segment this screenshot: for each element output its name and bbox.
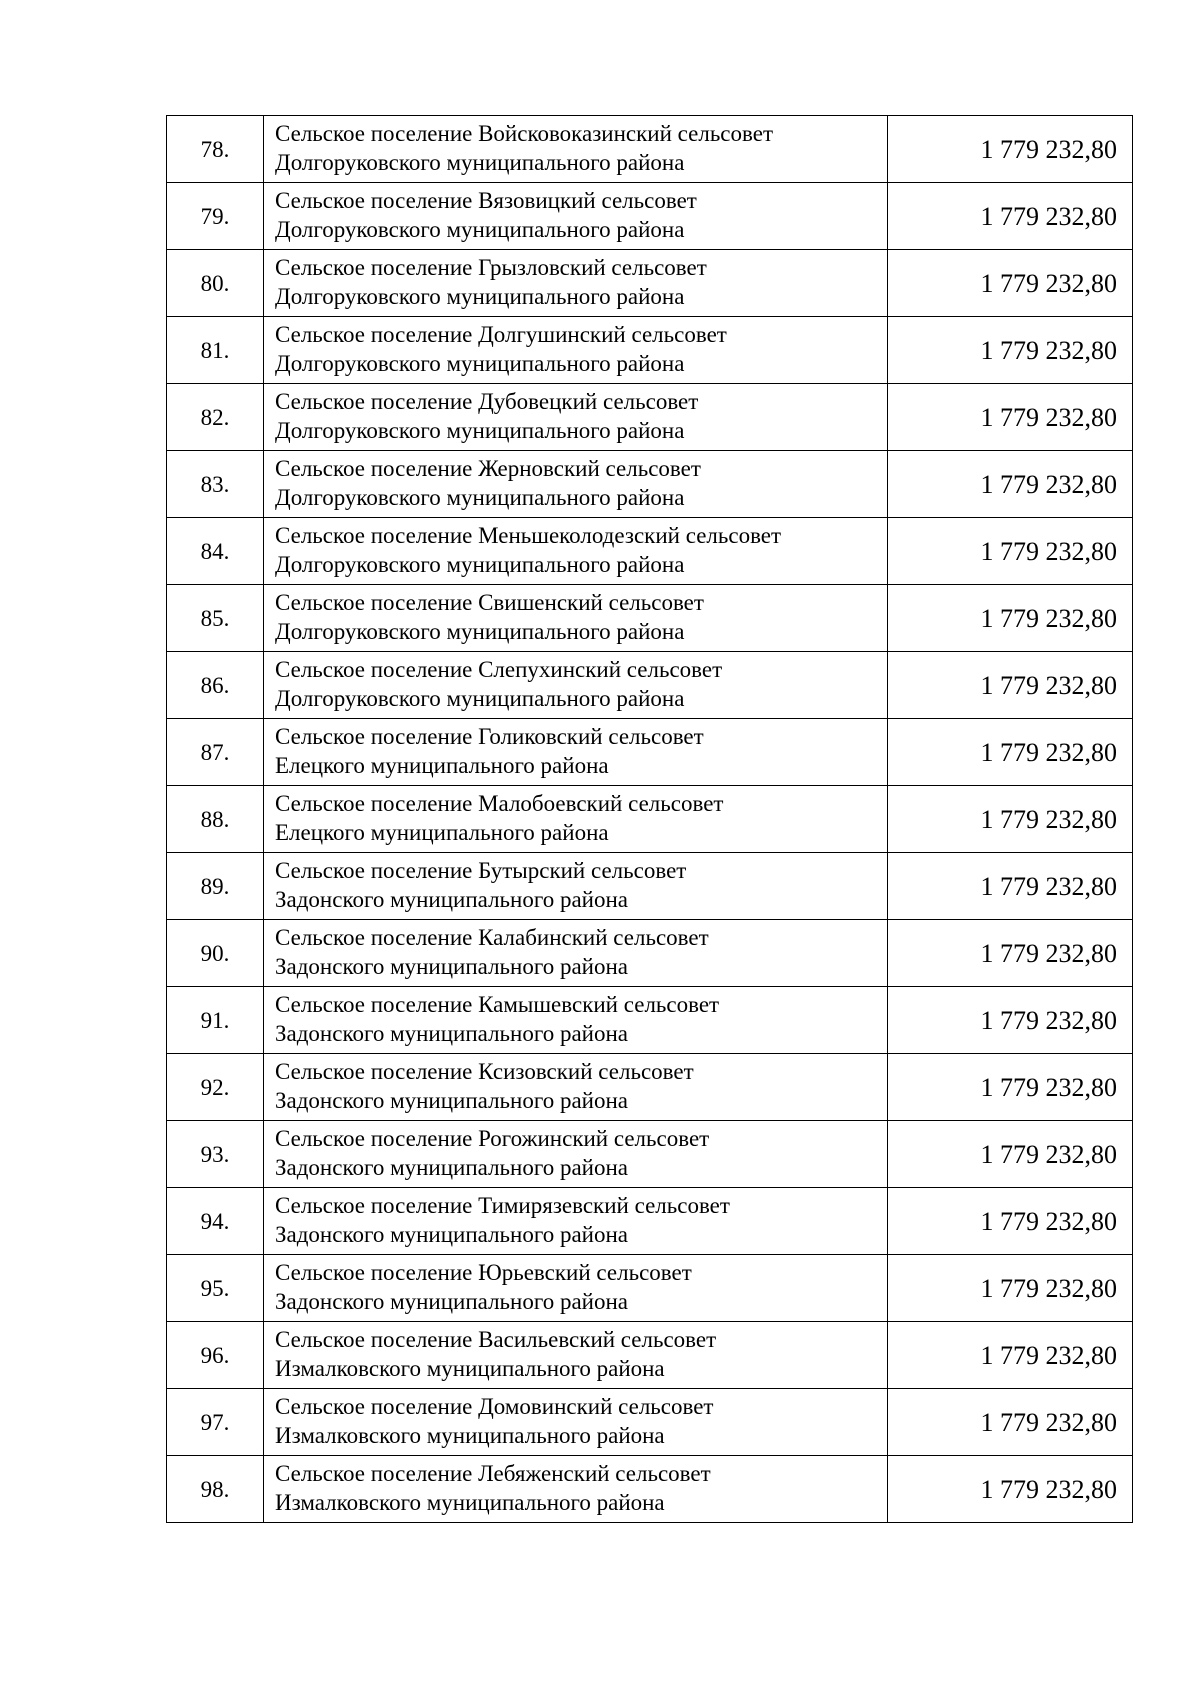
settlement-name: Сельское поселение Камышевский сельсовет xyxy=(275,992,720,1017)
row-number: 91. xyxy=(167,987,264,1054)
district-name: Елецкого муниципального района xyxy=(275,820,609,845)
settlement-name-cell xyxy=(264,1054,888,1121)
amount-value: 1 779 232,80 xyxy=(888,1255,1133,1322)
settlement-name: Сельское поселение Грызловский сельсовет xyxy=(275,255,707,280)
settlement-name: Сельское поселение Меньшеколодезский сельсовет xyxy=(275,523,782,548)
allocation-table xyxy=(166,115,1133,1523)
district-name: Долгоруковского муниципального района xyxy=(275,150,685,175)
settlement-name-cell xyxy=(264,1322,888,1389)
table-row xyxy=(167,1121,1133,1188)
table-row xyxy=(167,920,1133,987)
settlement-name: Сельское поселение Дубовецкий сельсовет xyxy=(275,389,699,414)
district-name: Измалковского муниципального района xyxy=(275,1490,665,1515)
settlement-name: Сельское поселение Рогожинский сельсовет xyxy=(275,1126,710,1151)
district-name: Задонского муниципального района xyxy=(275,1222,628,1247)
settlement-name-cell xyxy=(264,920,888,987)
settlement-name: Сельское поселение Малобоевский сельсовет xyxy=(275,791,724,816)
settlement-name-cell xyxy=(264,116,888,183)
settlement-name: Сельское поселение Свишенский сельсовет xyxy=(275,590,704,615)
settlement-name: Сельское поселение Вязовицкий сельсовет xyxy=(275,188,697,213)
district-name: Долгоруковского муниципального района xyxy=(275,485,685,510)
row-number: 92. xyxy=(167,1054,264,1121)
settlement-name-cell xyxy=(264,1456,888,1523)
amount-value: 1 779 232,80 xyxy=(888,451,1133,518)
settlement-name-cell xyxy=(264,384,888,451)
table-body xyxy=(167,116,1133,1523)
settlement-name: Сельское поселение Жерновский сельсовет xyxy=(275,456,701,481)
amount-value: 1 779 232,80 xyxy=(888,920,1133,987)
row-number: 98. xyxy=(167,1456,264,1523)
settlement-name: Сельское поселение Бутырский сельсовет xyxy=(275,858,687,883)
row-number: 83. xyxy=(167,451,264,518)
table-row xyxy=(167,786,1133,853)
district-name: Задонского муниципального района xyxy=(275,1021,628,1046)
settlement-name: Сельское поселение Ксизовский сельсовет xyxy=(275,1059,694,1084)
district-name: Елецкого муниципального района xyxy=(275,753,609,778)
amount-value: 1 779 232,80 xyxy=(888,1054,1133,1121)
amount-value: 1 779 232,80 xyxy=(888,518,1133,585)
row-number: 96. xyxy=(167,1322,264,1389)
settlement-name: Сельское поселение Слепухинский сельсовет xyxy=(275,657,723,682)
district-name: Задонского муниципального района xyxy=(275,887,628,912)
row-number: 82. xyxy=(167,384,264,451)
amount-value: 1 779 232,80 xyxy=(888,116,1133,183)
district-name: Задонского муниципального района xyxy=(275,1088,628,1113)
district-name: Задонского муниципального района xyxy=(275,1155,628,1180)
settlement-name-cell xyxy=(264,1188,888,1255)
row-number: 88. xyxy=(167,786,264,853)
row-number: 94. xyxy=(167,1188,264,1255)
district-name: Задонского муниципального района xyxy=(275,954,628,979)
settlement-name-cell xyxy=(264,183,888,250)
amount-value: 1 779 232,80 xyxy=(888,1322,1133,1389)
settlement-name-cell xyxy=(264,853,888,920)
settlement-name-cell xyxy=(264,317,888,384)
table-row xyxy=(167,1322,1133,1389)
settlement-name: Сельское поселение Тимирязевский сельсовет xyxy=(275,1193,730,1218)
settlement-name: Сельское поселение Войсковоказинский сельсовет xyxy=(275,121,774,146)
district-name: Долгоруковского муниципального района xyxy=(275,418,685,443)
table-row xyxy=(167,317,1133,384)
table-row xyxy=(167,652,1133,719)
table-row xyxy=(167,250,1133,317)
amount-value: 1 779 232,80 xyxy=(888,1121,1133,1188)
row-number: 81. xyxy=(167,317,264,384)
amount-value: 1 779 232,80 xyxy=(888,250,1133,317)
district-name: Измалковского муниципального района xyxy=(275,1356,665,1381)
row-number: 95. xyxy=(167,1255,264,1322)
table-row xyxy=(167,1188,1133,1255)
amount-value: 1 779 232,80 xyxy=(888,987,1133,1054)
table-row xyxy=(167,1456,1133,1523)
row-number: 86. xyxy=(167,652,264,719)
row-number: 90. xyxy=(167,920,264,987)
amount-value: 1 779 232,80 xyxy=(888,786,1133,853)
row-number: 85. xyxy=(167,585,264,652)
district-name: Измалковского муниципального района xyxy=(275,1423,665,1448)
district-name: Долгоруковского муниципального района xyxy=(275,351,685,376)
amount-value: 1 779 232,80 xyxy=(888,585,1133,652)
settlement-name-cell xyxy=(264,719,888,786)
settlement-name-cell xyxy=(264,250,888,317)
district-name: Долгоруковского муниципального района xyxy=(275,217,685,242)
settlement-name: Сельское поселение Калабинский сельсовет xyxy=(275,925,709,950)
settlement-name-cell xyxy=(264,786,888,853)
amount-value: 1 779 232,80 xyxy=(888,384,1133,451)
row-number: 97. xyxy=(167,1389,264,1456)
table-row xyxy=(167,518,1133,585)
amount-value: 1 779 232,80 xyxy=(888,1188,1133,1255)
amount-value: 1 779 232,80 xyxy=(888,183,1133,250)
amount-value: 1 779 232,80 xyxy=(888,1389,1133,1456)
table-row xyxy=(167,1054,1133,1121)
district-name: Задонского муниципального района xyxy=(275,1289,628,1314)
table-row xyxy=(167,1389,1133,1456)
amount-value: 1 779 232,80 xyxy=(888,652,1133,719)
table-row xyxy=(167,987,1133,1054)
district-name: Долгоруковского муниципального района xyxy=(275,686,685,711)
settlement-name-cell xyxy=(264,1389,888,1456)
settlement-name: Сельское поселение Домовинский сельсовет xyxy=(275,1394,714,1419)
row-number: 80. xyxy=(167,250,264,317)
table-row xyxy=(167,183,1133,250)
table-row xyxy=(167,719,1133,786)
row-number: 87. xyxy=(167,719,264,786)
settlement-name-cell xyxy=(264,518,888,585)
settlement-name: Сельское поселение Лебяженский сельсовет xyxy=(275,1461,711,1486)
amount-value: 1 779 232,80 xyxy=(888,1456,1133,1523)
table-row xyxy=(167,1255,1133,1322)
table-row xyxy=(167,585,1133,652)
settlement-name-cell xyxy=(264,1255,888,1322)
settlement-name: Сельское поселение Васильевский сельсовет xyxy=(275,1327,717,1352)
settlement-name-cell xyxy=(264,652,888,719)
settlement-name-cell xyxy=(264,1121,888,1188)
settlement-name: Сельское поселение Долгушинский сельсовет xyxy=(275,322,727,347)
table-row xyxy=(167,853,1133,920)
row-number: 89. xyxy=(167,853,264,920)
row-number: 78. xyxy=(167,116,264,183)
district-name: Долгоруковского муниципального района xyxy=(275,619,685,644)
row-number: 84. xyxy=(167,518,264,585)
settlement-name-cell xyxy=(264,451,888,518)
amount-value: 1 779 232,80 xyxy=(888,853,1133,920)
district-name: Долгоруковского муниципального района xyxy=(275,552,685,577)
row-number: 79. xyxy=(167,183,264,250)
row-number: 93. xyxy=(167,1121,264,1188)
table-row xyxy=(167,116,1133,183)
settlement-name-cell xyxy=(264,987,888,1054)
settlement-name: Сельское поселение Голиковский сельсовет xyxy=(275,724,704,749)
settlement-name: Сельское поселение Юрьевский сельсовет xyxy=(275,1260,692,1285)
table-row xyxy=(167,384,1133,451)
district-name: Долгоруковского муниципального района xyxy=(275,284,685,309)
amount-value: 1 779 232,80 xyxy=(888,317,1133,384)
table-row xyxy=(167,451,1133,518)
amount-value: 1 779 232,80 xyxy=(888,719,1133,786)
settlement-name-cell xyxy=(264,585,888,652)
